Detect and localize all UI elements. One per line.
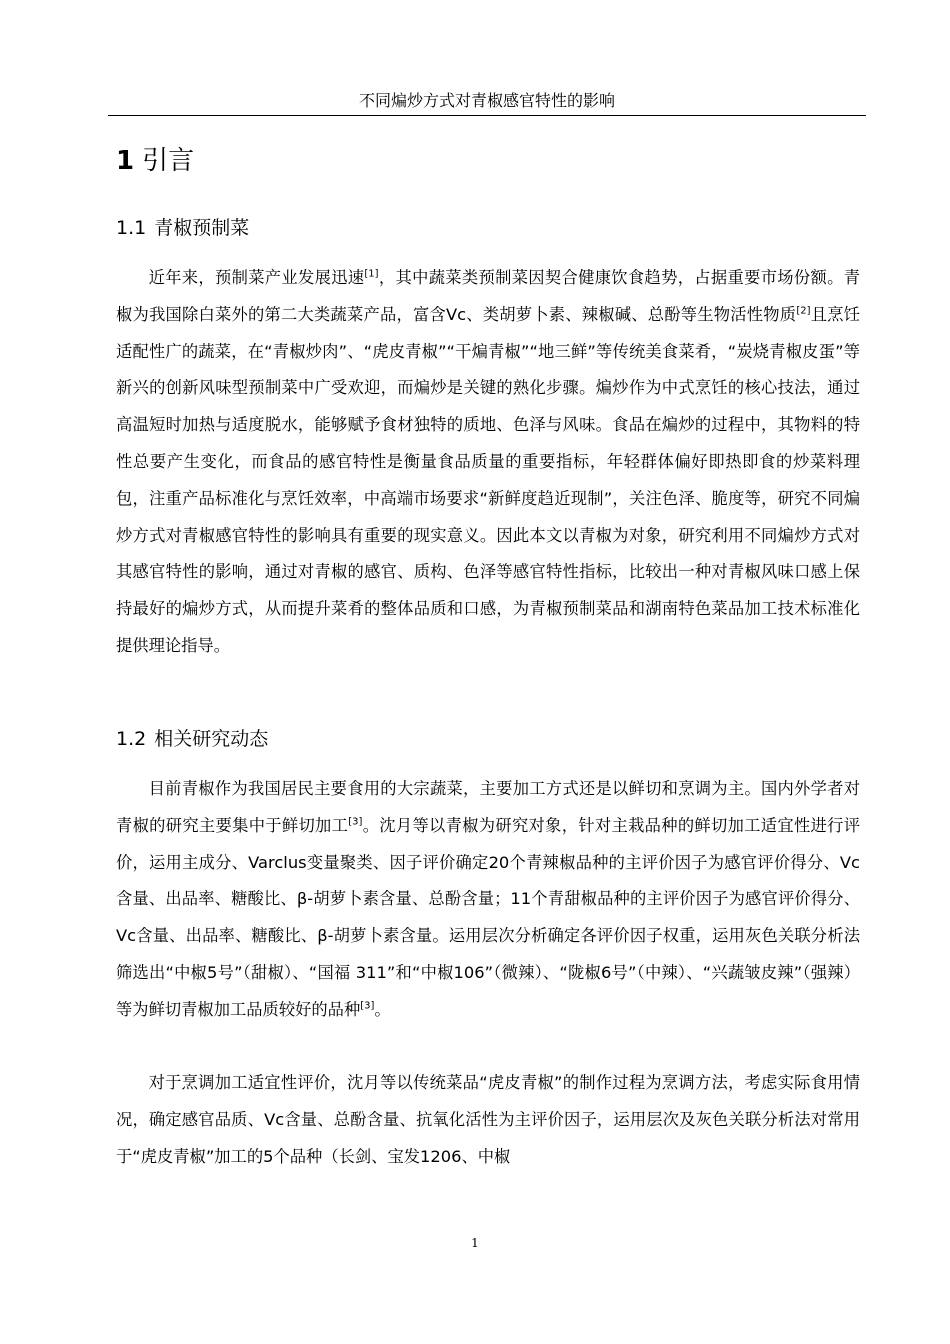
paragraph-text: ，其中蔬菜类预制菜因契合健康饮食趋势，占据重要市场份额。青椒为我国除白菜外的第二大类蔬菜产品，富含Vc、类胡萝卜素、辣椒碱、总酚等生物活性物质 [116,268,860,324]
section-number: 1 [116,146,135,176]
running-header: 不同煸炒方式对青椒感官特性的影响 [358,91,615,110]
paragraph-text: 。 [374,999,391,1019]
paragraph-3: 对于烹调加工适宜性评价，沈月等以传统菜品“虎皮青椒”的制作过程为烹调方法，考虑实际食用情况，确定感官品质、Vc含量、总酚含量、抗氧化活性为主评价因子，运用层次及灰色关联分析法对常用于“虎皮青椒”加工的5个品种（长剑、宝发1206、中椒 [116,1073,860,1166]
header-rule [108,115,866,116]
paragraph-2 [116,771,860,1029]
page-number: 1 [471,1236,479,1250]
subsection-heading-related-research [116,725,268,753]
section-title: 引言 [142,146,195,176]
citation-ref: [2] [796,305,811,317]
citation-ref: [3] [348,816,363,828]
subsection-title: 相关研究动态 [154,728,269,750]
section-heading-introduction [116,143,194,179]
subsection-number: 1.1 [116,217,147,239]
citation-ref: [3] [360,1000,375,1012]
subsection-number: 1.2 [116,728,147,750]
paragraph-text: 目前青椒作为我国居民主要食用的大宗蔬菜，主要加工方式还是以鲜切和烹调为主。国内外学者对青椒的研究主要集中于鲜切加工 [116,779,860,835]
subsection-heading-green-pepper-prepared-dishes [116,214,249,242]
paragraph-text: 。沈月等以青椒为研究对象，针对主栽品种的鲜切加工适宜性进行评价，运用主成分、Varclus变量聚类、因子评价确定20个青辣椒品种的主评价因子为感官评价得分、Vc含量、出品率、糖酸比、β-胡萝卜素含量、总酚含量；11个青甜椒品种的主评价因子为感官评价得分、Vc含量、出品率、糖酸比、β-胡萝卜素含量。运用层次分析确定各评价因子权重，运用灰色关联分析法筛选出“中椒5号”（甜椒）、“国福 311”和“中椒106”（微辣）、“陇椒6号”（中辣）、“兴蔬皱皮辣”（强辣）等为鲜切青椒加工品质较好的品种 [116,815,860,1019]
citation-ref: [1] [364,268,379,280]
paragraph-1 [116,260,860,665]
paragraph-text: 近年来，预制菜产业发展迅速 [148,268,365,287]
subsection-title: 青椒预制菜 [154,217,250,239]
paragraph-text: 且烹饪适配性广的蔬菜，在“青椒炒肉”、“虎皮青椒”“干煸青椒”“地三鲜”等传统美食菜肴，“炭烧青椒皮蛋”等新兴的创新风味型预制菜中广受欢迎，而煸炒是关键的熟化步骤。煸炒作为中式烹饪的核心技法，通过高温短时加热与适度脱水，能够赋予食材独特的质地、色泽与风味。食品在煸炒的过程中，其物料的特性总要产生变化，而食品的感官特性是衡量食品质量的重要指标，年轻群体偏好即热即食的炒菜料理包，注重产品标准化与烹饪效率，中高端市场要求“新鲜度趋近现制”，关注色泽、脆度等，研究不同煸炒方式对青椒感官特性的影响具有重要的现实意义。因此本文以青椒为对象，研究利用不同煸炒方式对其感官特性的影响，通过对青椒的感官、质构、色泽等感官特性指标，比较出一种对青椒风味口感上保持最好的煸炒方式，从而提升菜肴的整体品质和口感，为青椒预制菜品和湖南特色菜品加工技术标准化提供理论指导。 [116,304,860,655]
